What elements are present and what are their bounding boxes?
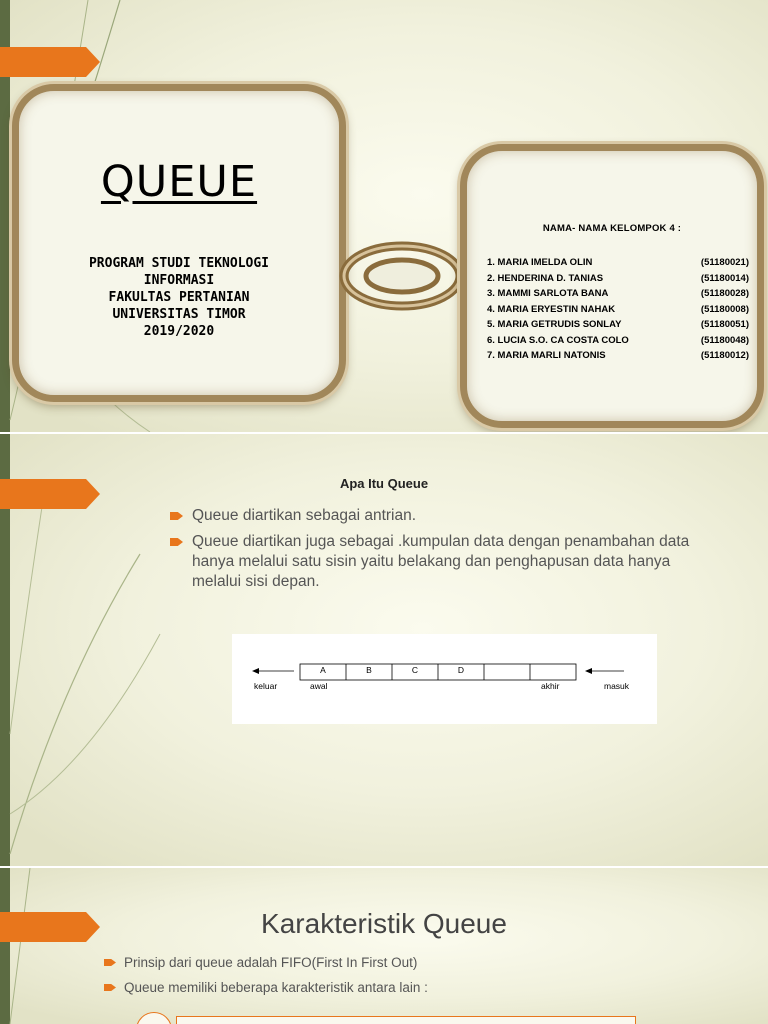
member-nim: (51180051) [700,319,749,330]
chain-link-icon [338,238,466,314]
member-nim: (51180014) [700,272,749,284]
list-item [170,506,710,526]
member-row [487,302,749,318]
program-line: INFORMASI [143,273,215,288]
faculty-line: FAKULTAS PERTANIAN [108,290,250,305]
member-row [487,286,749,302]
member-nim: (51180008) [700,303,749,315]
queue-cell: C [411,665,419,675]
member-nim: (51180048) [700,334,749,346]
slide-characteristics [0,868,768,1024]
label-in: masuk [604,681,630,691]
bullet-text: Queue diartikan sebagai antrian. [192,507,417,524]
slide-heading: Apa Itu Queue [339,476,429,491]
characteristics-list [104,954,664,1004]
bullet-text: Prinsip dari queue adalah FIFO(First In First Out) [124,955,418,970]
members-panel [460,144,764,428]
bullet-arrow-icon [104,959,116,966]
member-nim: (51180021) [700,257,749,268]
bullet-arrow-icon [170,512,183,520]
title-panel [12,84,346,402]
label-rear: akhir [541,681,560,691]
slide-title [0,0,768,432]
member-row [487,271,749,287]
queue-diagram-lines [232,634,657,724]
member-name: 7. MARIA MARLI NATONIS [487,350,606,361]
year-line: 2019/2020 [143,324,215,339]
list-item [170,532,710,592]
queue-cell: B [366,665,372,675]
member-name: 6. LUCIA S.O. CA COSTA COLO [487,334,629,346]
member-name: 4. MARIA ERYESTIN NAHAK [487,303,616,315]
list-item [104,954,664,972]
orange-tab-marker [0,47,100,77]
list-item [104,979,664,997]
member-nim: (51180028) [700,288,749,299]
program-line: PROGRAM STUDI TEKNOLOGI [88,256,269,271]
definition-list [170,506,710,598]
member-nim: (51180012) [700,350,749,361]
bullet-arrow-icon [170,538,183,546]
queue-cell: A [320,665,326,675]
university-line: UNIVERSITAS TIMOR [112,307,246,322]
member-name: 5. MARIA GETRUDIS SONLAY [487,319,622,330]
member-row [487,255,749,271]
bullet-text: Queue diartikan juga sebagai .kumpulan data dengan penambahan data hanya melalui satu sisin yaitu belakang dan penghapusan data hanya melalui sisi depan. [192,533,690,590]
member-name: 1. MARIA IMELDA OLIN [487,257,593,268]
member-row [487,348,749,364]
member-row [487,317,749,333]
bullet-arrow-icon [104,984,116,991]
member-name: 3. MAMMI SARLOTA BANA [487,288,609,299]
member-row [487,333,749,349]
page-title: QUEUE [100,157,258,207]
slide-heading: Karakteristik Queue [261,908,507,939]
characteristic-box [176,1016,636,1024]
bullet-text: Queue memiliki beberapa karakteristik antara lain : [124,980,428,995]
queue-diagram [232,634,657,724]
label-front: awal [310,681,328,691]
program-info [19,255,339,340]
member-list [487,255,749,364]
label-out: keluar [254,681,278,691]
slide-definition [0,434,768,866]
group-title: NAMA- NAMA KELOMPOK 4 : [542,223,682,234]
member-name: 2. HENDERINA D. TANIAS [487,272,604,284]
queue-cell: D [457,665,465,675]
